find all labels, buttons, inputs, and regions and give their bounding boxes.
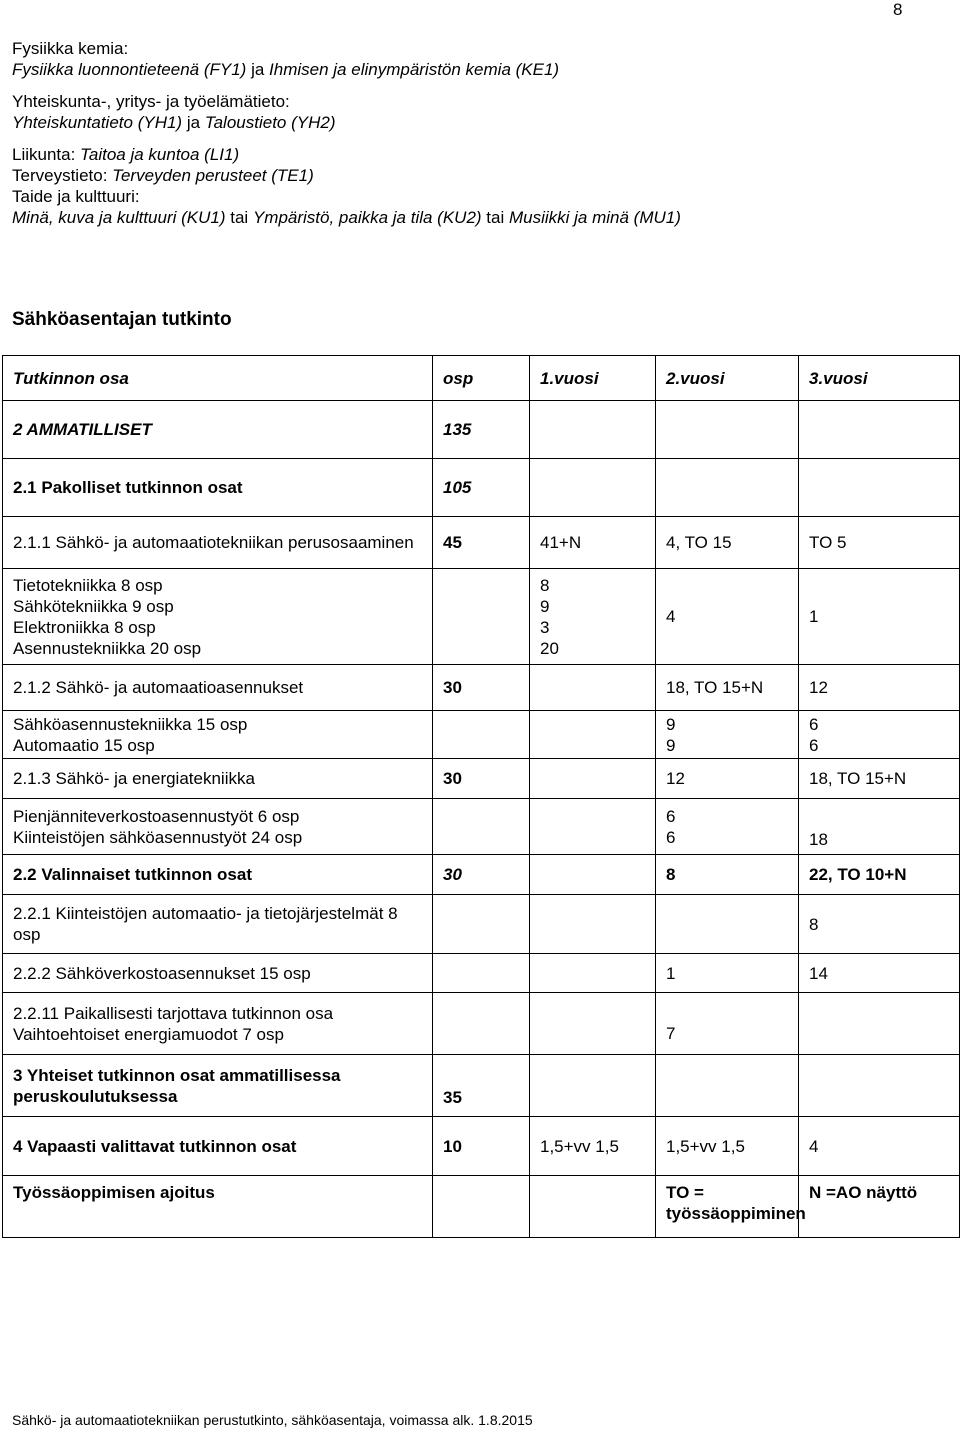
page-number: 8	[893, 0, 903, 19]
table-row	[3, 799, 960, 855]
row-vuosi-2: 1,5+vv 1,5	[656, 1117, 799, 1176]
page-footer: Sähkö- ja automaatiotekniikan perustutkinto, sähköasentaja, voimassa alk. 1.8.2015	[12, 1412, 533, 1428]
row-osp: 45	[433, 517, 530, 569]
row-sub-labels: Tietotekniikka 8 osp Sähkötekniikka 9 osp Elektroniikka 8 osp Asennustekniikka 20 osp	[3, 569, 433, 665]
row-vuosi-3: 6 6	[799, 711, 960, 759]
row-vuosi-3: 1	[799, 569, 960, 665]
yhteiskunta-block	[12, 91, 932, 133]
row-osp: 30	[433, 855, 530, 895]
table-row	[3, 1117, 960, 1176]
row-osp: 135	[433, 401, 530, 459]
row-vuosi-2: 18, TO 15+N	[656, 665, 799, 711]
table-row	[3, 759, 960, 799]
fysiikka-kemia-label: Fysiikka kemia:	[12, 39, 129, 58]
row-vuosi-3: 18, TO 15+N	[799, 759, 960, 799]
fysiikka-kemia-block	[12, 38, 932, 80]
taide-label: Taide ja kulttuuri:	[12, 187, 140, 206]
row-vuosi-3: 14	[799, 954, 960, 993]
row-osp: 30	[433, 759, 530, 799]
row-vuosi-3: N =AO näyttö	[799, 1176, 960, 1238]
row-vuosi-3: 22, TO 10+N	[799, 855, 960, 895]
row-vuosi-2: 9 9	[656, 711, 799, 759]
row-label: 2 AMMATILLISET	[3, 401, 433, 459]
row-vuosi-1: 41+N	[530, 517, 656, 569]
curriculum-table	[2, 355, 960, 1238]
table-row	[3, 569, 960, 665]
yhteiskunta-courses: Yhteiskuntatieto (YH1) ja Taloustieto (YH2)	[12, 113, 336, 132]
row-label: 2.2.2 Sähköverkostoasennukset 15 osp	[3, 954, 433, 993]
table-row	[3, 954, 960, 993]
liikunta-taide-block	[12, 144, 932, 228]
row-vuosi-3: TO 5	[799, 517, 960, 569]
row-vuosi-1: 1,5+vv 1,5	[530, 1117, 656, 1176]
table-row	[3, 895, 960, 954]
row-label: Työssäoppimisen ajoitus	[3, 1176, 433, 1238]
row-sub-labels: 2.2.11 Paikallisesti tarjottava tutkinnon osa Vaihtoehtoiset energiamuodot 7 osp	[3, 993, 433, 1055]
table-row	[3, 993, 960, 1055]
taide-courses: Minä, kuva ja kulttuuri (KU1) tai Ympäristö, paikka ja tila (KU2) tai Musiikki ja minä (MU1)	[12, 208, 681, 227]
row-label: 2.1.2 Sähkö- ja automaatioasennukset	[3, 665, 433, 711]
liikunta-line: Liikunta: Taitoa ja kuntoa (LI1)	[12, 145, 240, 164]
table-row	[3, 711, 960, 759]
row-vuosi-2: 8	[656, 855, 799, 895]
row-vuosi-3: 8	[799, 895, 960, 954]
row-label: 2.1.3 Sähkö- ja energiatekniikka	[3, 759, 433, 799]
row-vuosi-3: 18	[799, 799, 960, 855]
table-row	[3, 517, 960, 569]
table-header-row	[3, 356, 960, 401]
row-sub-labels: Pienjänniteverkostoasennustyöt 6 osp Kiinteistöjen sähköasennustyöt 24 osp	[3, 799, 433, 855]
row-osp: 10	[433, 1117, 530, 1176]
table-row	[3, 1055, 960, 1117]
table-row	[3, 459, 960, 517]
row-vuosi-2: 7	[656, 993, 799, 1055]
row-label: 2.2 Valinnaiset tutkinnon osat	[3, 855, 433, 895]
row-osp: 30	[433, 665, 530, 711]
row-vuosi-2: 4, TO 15	[656, 517, 799, 569]
row-label: 3 Yhteiset tutkinnon osat ammatillisessa peruskoulutuksessa	[3, 1055, 433, 1117]
header-vuosi-3: 3.vuosi	[799, 356, 960, 401]
header-tutkinnon-osa: Tutkinnon osa	[3, 356, 433, 401]
row-sub-labels: Sähköasennustekniikka 15 osp Automaatio 15 osp	[3, 711, 433, 759]
row-vuosi-2: 12	[656, 759, 799, 799]
table-row	[3, 1176, 960, 1238]
row-label: 2.1.1 Sähkö- ja automaatiotekniikan perusosaaminen	[3, 517, 433, 569]
row-label: 4 Vapaasti valittavat tutkinnon osat	[3, 1117, 433, 1176]
table-row	[3, 665, 960, 711]
yhteiskunta-label: Yhteiskunta-, yritys- ja työelämätieto:	[12, 92, 290, 111]
section-title: Sähköasentajan tutkinto	[12, 309, 232, 330]
fysiikka-kemia-courses: Fysiikka luonnontieteenä (FY1) ja Ihmisen ja elinympäristön kemia (KE1)	[12, 60, 560, 79]
row-osp: 35	[433, 1055, 530, 1117]
row-vuosi-2: 1	[656, 954, 799, 993]
terveystieto-line: Terveystieto: Terveyden perusteet (TE1)	[12, 166, 314, 185]
row-vuosi-1: 8 9 3 20	[530, 569, 656, 665]
row-vuosi-3: 12	[799, 665, 960, 711]
table-row	[3, 855, 960, 895]
intro-text	[12, 38, 932, 239]
row-vuosi-2: TO = työssäoppiminen	[656, 1176, 799, 1238]
row-vuosi-2: 4	[656, 569, 799, 665]
row-vuosi-2: 6 6	[656, 799, 799, 855]
row-osp: 105	[433, 459, 530, 517]
row-vuosi-3: 4	[799, 1117, 960, 1176]
header-vuosi-1: 1.vuosi	[530, 356, 656, 401]
row-label: 2.1 Pakolliset tutkinnon osat	[3, 459, 433, 517]
header-osp: osp	[433, 356, 530, 401]
row-label: 2.2.1 Kiinteistöjen automaatio- ja tietojärjestelmät 8 osp	[3, 895, 433, 954]
table-row	[3, 401, 960, 459]
header-vuosi-2: 2.vuosi	[656, 356, 799, 401]
